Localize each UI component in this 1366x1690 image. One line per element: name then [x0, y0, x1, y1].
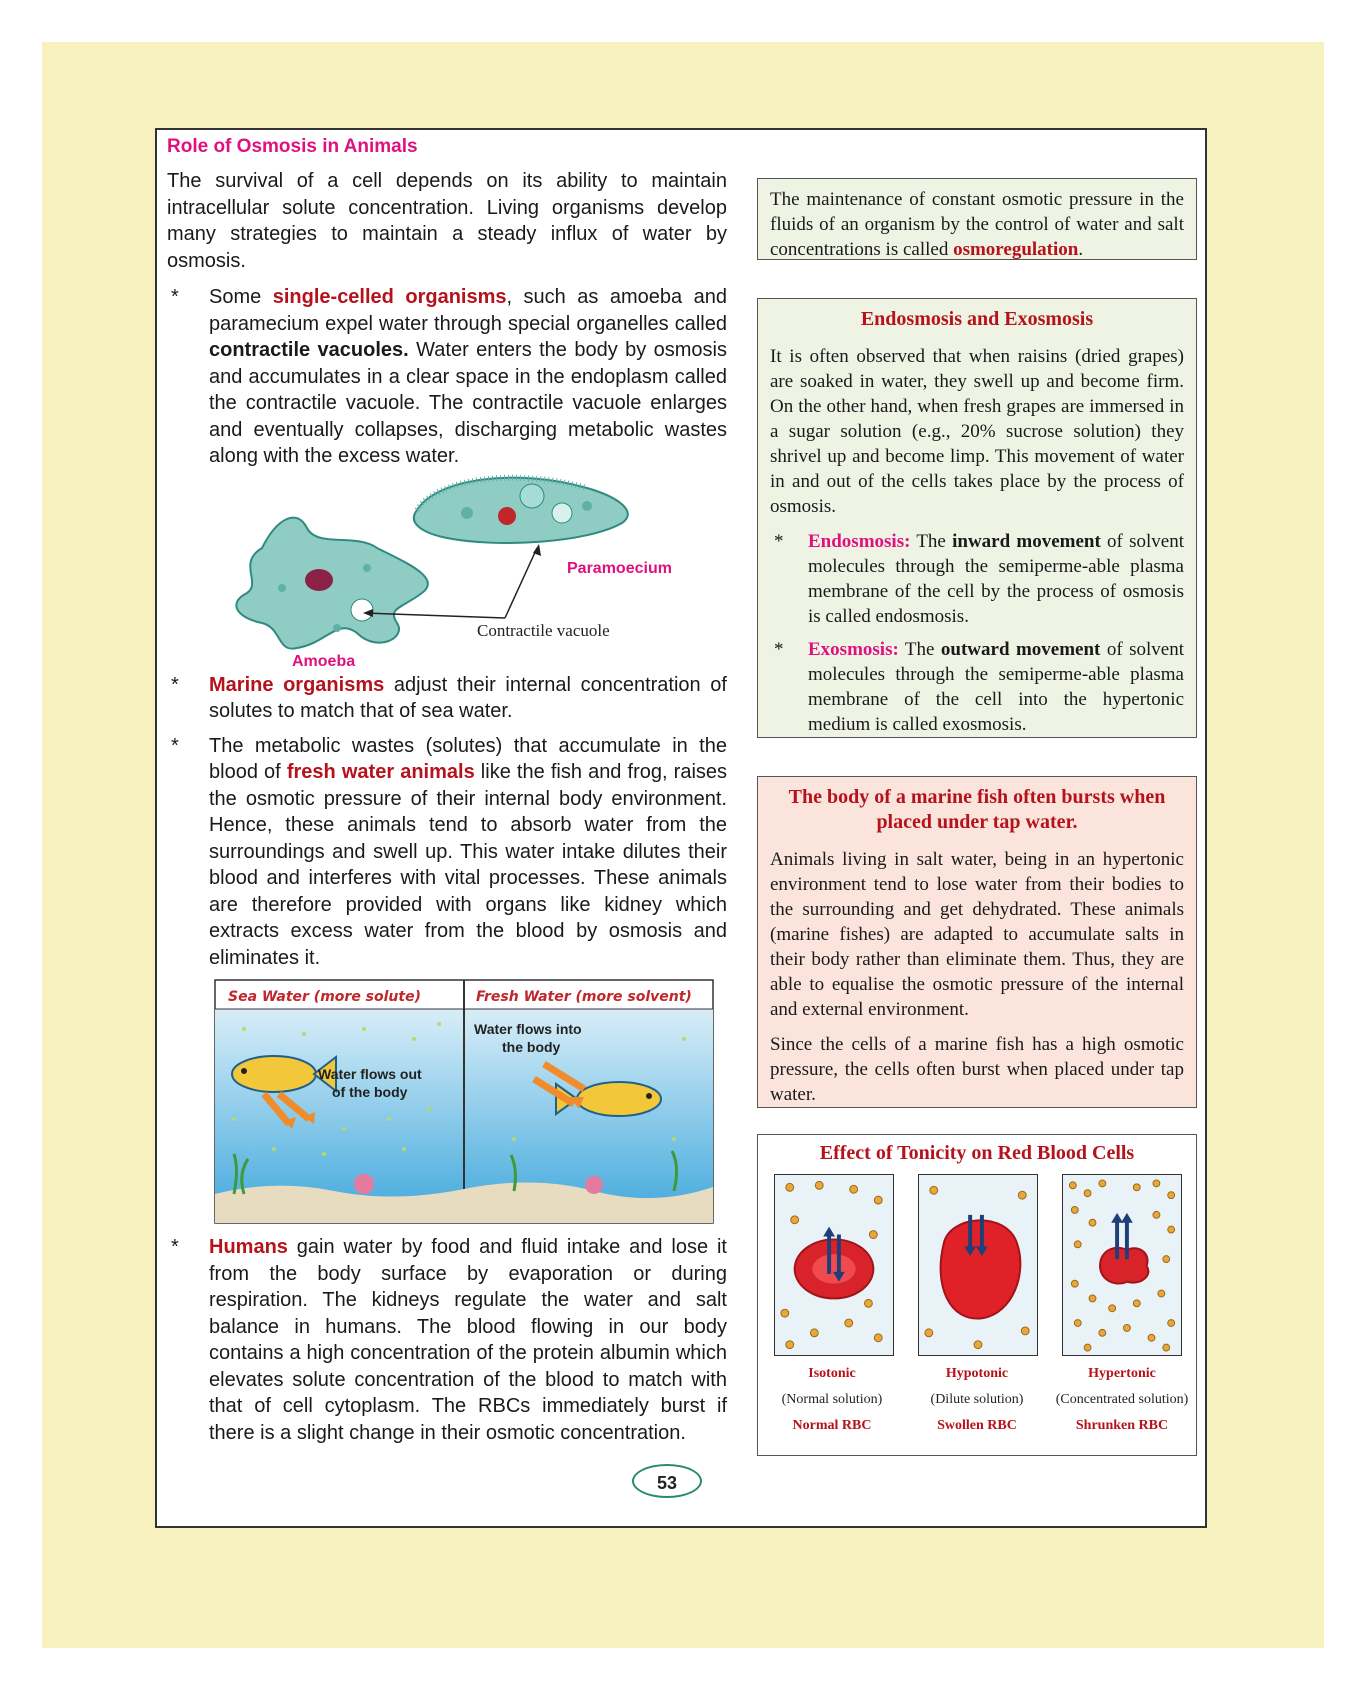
- bullet-star: *: [171, 734, 179, 757]
- page-number: 53: [632, 1464, 702, 1498]
- rbc-label-hypertonic: Hypertonic (Concentrated solution) Shrunken RBC: [1055, 1366, 1189, 1433]
- bullet-star: *: [171, 1236, 179, 1258]
- box-paragraph: It is often observed that when raisins (dried grapes) are soaked in water, they swell up and become firm. On the other hand, when fresh grapes are immersed in a sugar solution (e.g., 20% sucrose solution) they shrivel up and become limp. This movement of water in and out of the cells takes place by the process of osmosis.: [770, 346, 1184, 517]
- rbc-label-isotonic: Isotonic (Normal solution) Normal RBC: [781, 1366, 883, 1433]
- rbc-hypertonic-diagram: [1062, 1174, 1182, 1356]
- rbc-labels: [762, 1366, 1192, 1444]
- box-title: Effect of Tonicity on Red Blood Cells: [819, 1142, 1135, 1164]
- term-endosmosis: Endosmosis:: [808, 531, 911, 552]
- term-single-celled: single-celled organisms: [272, 286, 507, 308]
- marine-fish-box: [757, 776, 1197, 1108]
- term-contractile-vacuoles: contractile vacuoles.: [209, 339, 409, 361]
- tonicity-rbc-box: [757, 1134, 1197, 1456]
- label-contractile-vacuole: Contractile vacuole: [477, 620, 610, 640]
- term-osmoregulation: osmoregulation: [953, 239, 1079, 260]
- fish-osmosis-illustration: [214, 979, 714, 1224]
- endosmosis-exosmosis-box: [757, 298, 1197, 738]
- content-frame: [155, 128, 1207, 1528]
- label-water-in-2: the body: [502, 1039, 561, 1055]
- bullet-star: *: [171, 286, 179, 308]
- term-marine-organisms: Marine organisms: [209, 673, 385, 696]
- label-water-out-1: Water flows out: [318, 1066, 422, 1082]
- bullet-humans: * Humans gain water by food and fluid intake and lose it from the body surface by evaporation or during respiration. The kidneys regulate the water and salt balance in humans. The blood flowing in our body contains a high concentration of the protein albumin which elevates solute concentration of the blood to match with that of cell cytoplasm. The RBCs immediately burst if there is a slight change in their osmotic concentration.: [171, 1236, 727, 1444]
- bullet-star: *: [171, 673, 179, 696]
- bullet-star: *: [774, 531, 784, 552]
- rbc-panels: [774, 1174, 1182, 1356]
- label-water-out-2: of the body: [332, 1084, 408, 1100]
- fish-osmosis-figure: [214, 979, 714, 1224]
- bullet-exosmosis: * Exosmosis: The outward movement of solvent molecules through the semiperme-able plasma membrane of the cell into the hypertonic medium is called exosmosis.: [774, 639, 1185, 735]
- box-title: The body of a marine fish often bursts when placed under tap water.: [788, 786, 1166, 833]
- term-fresh-water-animals: fresh water animals: [286, 761, 475, 783]
- fresh-water-title: Fresh Water (more solvent): [476, 989, 692, 1005]
- pointer-line: [505, 548, 537, 618]
- rbc-label-hypotonic: Hypotonic (Dilute solution) Swollen RBC: [930, 1366, 1024, 1433]
- intro-paragraph: The survival of a cell depends on its ability to maintain intracellular solute concentration. Living organisms develop many strategies to maintain a steady influx of water by osmosis.: [167, 170, 727, 272]
- term-exosmosis: Exosmosis:: [808, 639, 899, 660]
- amoeba-paramoecium-illustration: [167, 468, 727, 668]
- left-column: [167, 136, 727, 1454]
- label-amoeba: Amoeba: [292, 652, 356, 668]
- amoeba-illustration: [236, 517, 428, 648]
- label-paramoecium: Paramoecium: [567, 559, 672, 577]
- sea-water-title: Sea Water (more solute): [228, 989, 421, 1005]
- box-paragraph: Since the cells of a marine fish has a high osmotic pressure, the cells often burst when placed under tap water.: [770, 1034, 1184, 1105]
- bullet-fresh-water: * The metabolic wastes (solutes) that accumulate in the blood of fresh water animals like the fish and frog, raises the osmotic pressure of their internal body environment. Hence, these animals tend to absorb water from the surroundings and swell up. This water intake dilutes their blood and interferes with vital processes. These animals are therefore provided with organs like kidney which extracts excess water from the blood by osmosis and eliminates it.: [171, 734, 728, 969]
- paramoecium-illustration: [414, 477, 628, 542]
- box-paragraph: Animals living in salt water, being in an hypertonic environment tend to lose water from their bodies to the surrounding and get dehydrated. These animals (marine fishes) are adapted to accumulate salts in their body rather than eliminate them. Thus, they are able to equalise the osmotic pressure of the internal and external environment.: [770, 849, 1184, 1020]
- rbc-hypotonic-diagram: [918, 1174, 1038, 1356]
- rbc-isotonic-diagram: [774, 1174, 894, 1356]
- osmoregulation-box: The maintenance of constant osmotic pressure in the fluids of an organism by the control of water and salt concentrations is called osmoregulation.: [757, 178, 1197, 260]
- bullet-star: *: [774, 639, 784, 660]
- term-humans: Humans: [209, 1236, 288, 1258]
- amoeba-paramoecium-figure: [167, 468, 727, 668]
- section-heading: Role of Osmosis in Animals: [167, 136, 418, 157]
- bullet-endosmosis: * Endosmosis: The inward movement of solvent molecules through the semiperme-able plasma membrane of the cell by the process of osmosis is called endosmosis.: [774, 531, 1184, 627]
- label-water-in-1: Water flows into: [474, 1021, 582, 1037]
- bullet-single-celled: * Some single-celled organisms, such as amoeba and paramecium expel water through special organelles called contractile vacuoles. Water enters the body by osmosis and accumulates in a clear space in the endoplasm called the contractile vacuole. The contractile vacuole enlarges and eventually collapses, discharging metabolic wastes along with the excess water.: [171, 286, 727, 467]
- box-title: Endosmosis and Exosmosis: [860, 308, 1094, 330]
- bullet-marine: * Marine organisms adjust their internal concentration of solutes to match that of sea water.: [171, 673, 727, 722]
